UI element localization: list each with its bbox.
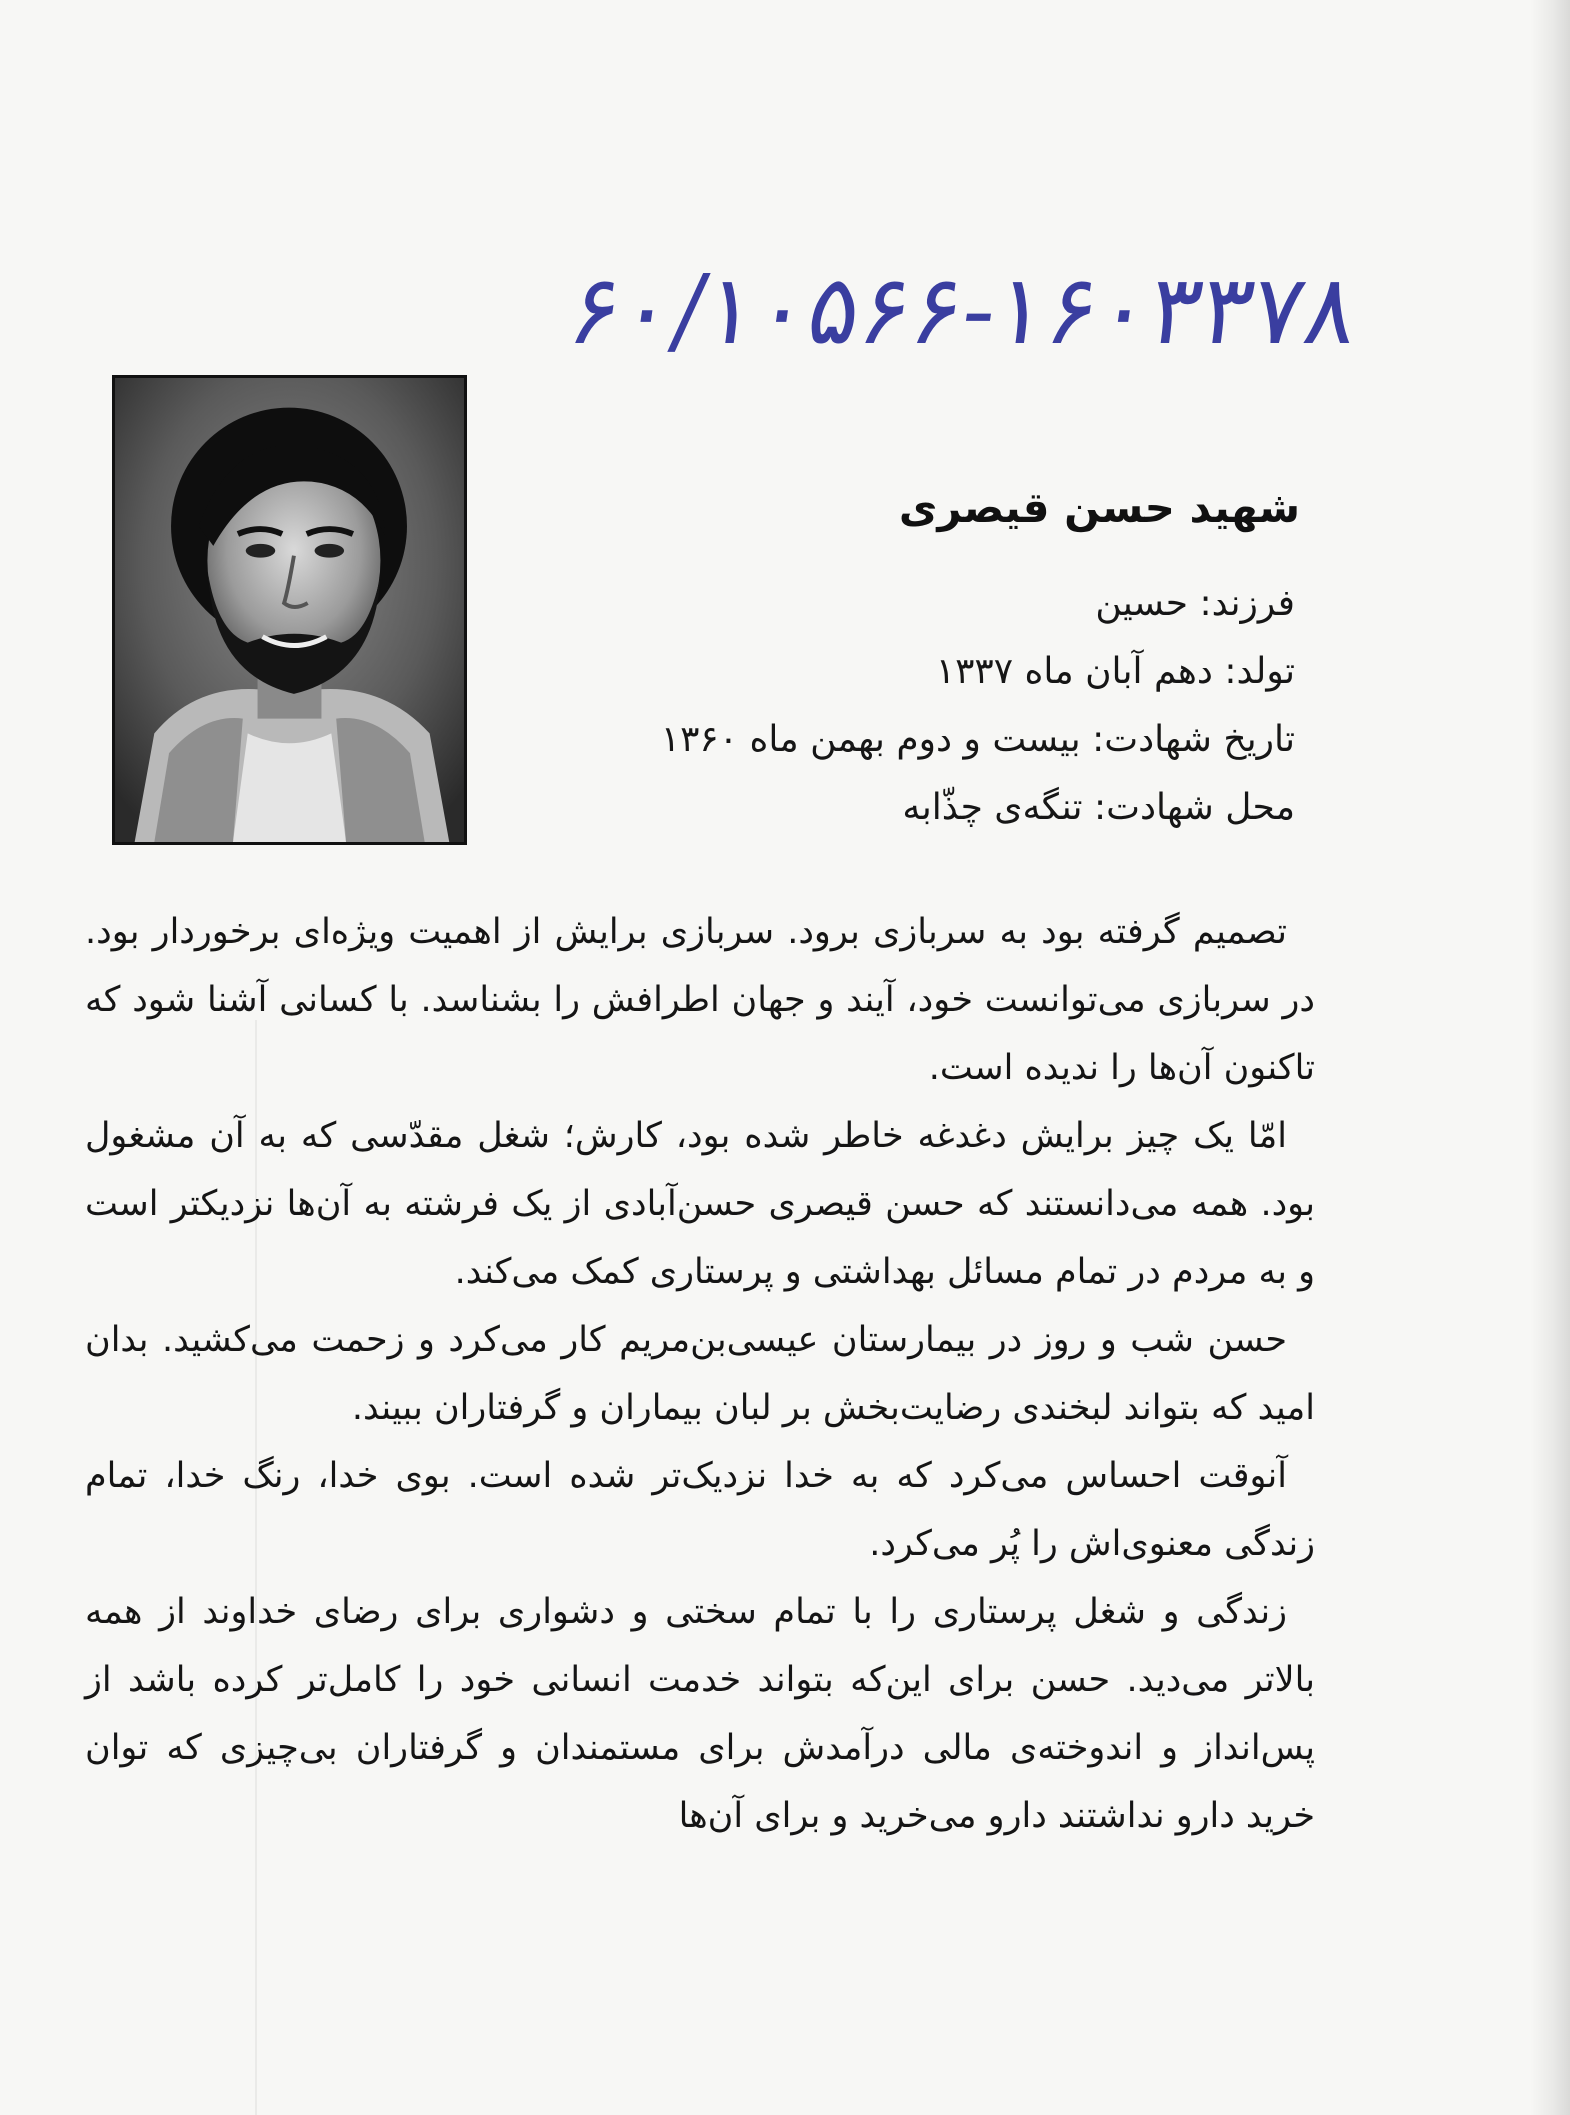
biography-text (85, 898, 1315, 1850)
info-father: فرزند: حسین (1095, 583, 1295, 624)
paragraph: تصمیم گرفته بود به سربازی برود. سربازی برایش از اهمیت ویژه‌ای برخوردار بود. در سربازی می‌توانست خود، آیند و جهان اطرافش را بشناسد. با کسانی آشنا شود که تاکنون آن‌ها را ندیده است. (85, 912, 1315, 1088)
handwritten-file-number: ۶۰/۱۰۵۶۶-۱۶۰۳۳۷۸ (562, 254, 1365, 366)
info-list (415, 570, 1295, 842)
portrait-image (115, 378, 464, 842)
page-edge-shadow (1530, 0, 1570, 2115)
page-title: شهید حسن قیصری (898, 483, 1300, 532)
paragraph: زندگی و شغل پرستاری را با تمام سختی و دشواری برای رضای خداوند از همه بالاتر می‌دید. حسن برای این‌که بتواند خدمت انسانی خود را کامل‌تر کرده باشد از پس‌انداز و اندوخته‌ی مالی درآمدش برای مستمندان و گرفتاران بی‌چیزی که توان خرید دارو نداشتند دارو می‌خرید و برای آن‌ها (85, 1592, 1315, 1836)
portrait-photo (112, 375, 467, 845)
paragraph: آنوقت احساس می‌کرد که به خدا نزدیک‌تر شده است. بوی خدا، رنگ خدا، تمام زندگی معنوی‌اش را پُر می‌کرد. (85, 1456, 1315, 1564)
info-birth: تولد: دهم آبان ماه ۱۳۳۷ (935, 651, 1295, 692)
paragraph: امّا یک چیز برایش دغدغه خاطر شده بود، کارش؛ شغل مقدّسی که به آن مشغول بود. همه می‌دانستند که حسن قیصری حسن‌آبادی از یک فرشته به آن‌ها نزدیکتر است و به مردم در تمام مسائل بهداشتی و پرستاری کمک می‌کند. (85, 1116, 1315, 1292)
info-martyrdom-place: محل شهادت: تنگه‌ی چذّابه (902, 787, 1295, 828)
info-martyrdom-date: تاریخ شهادت: بیست و دوم بهمن ماه ۱۳۶۰ (660, 719, 1295, 760)
paragraph: حسن شب و روز در بیمارستان عیسی‌بن‌مریم کار می‌کرد و زحمت می‌کشید. بدان امید که بتواند لبخندی رضایت‌بخش بر لبان بیماران و گرفتاران ببیند. (85, 1320, 1315, 1428)
